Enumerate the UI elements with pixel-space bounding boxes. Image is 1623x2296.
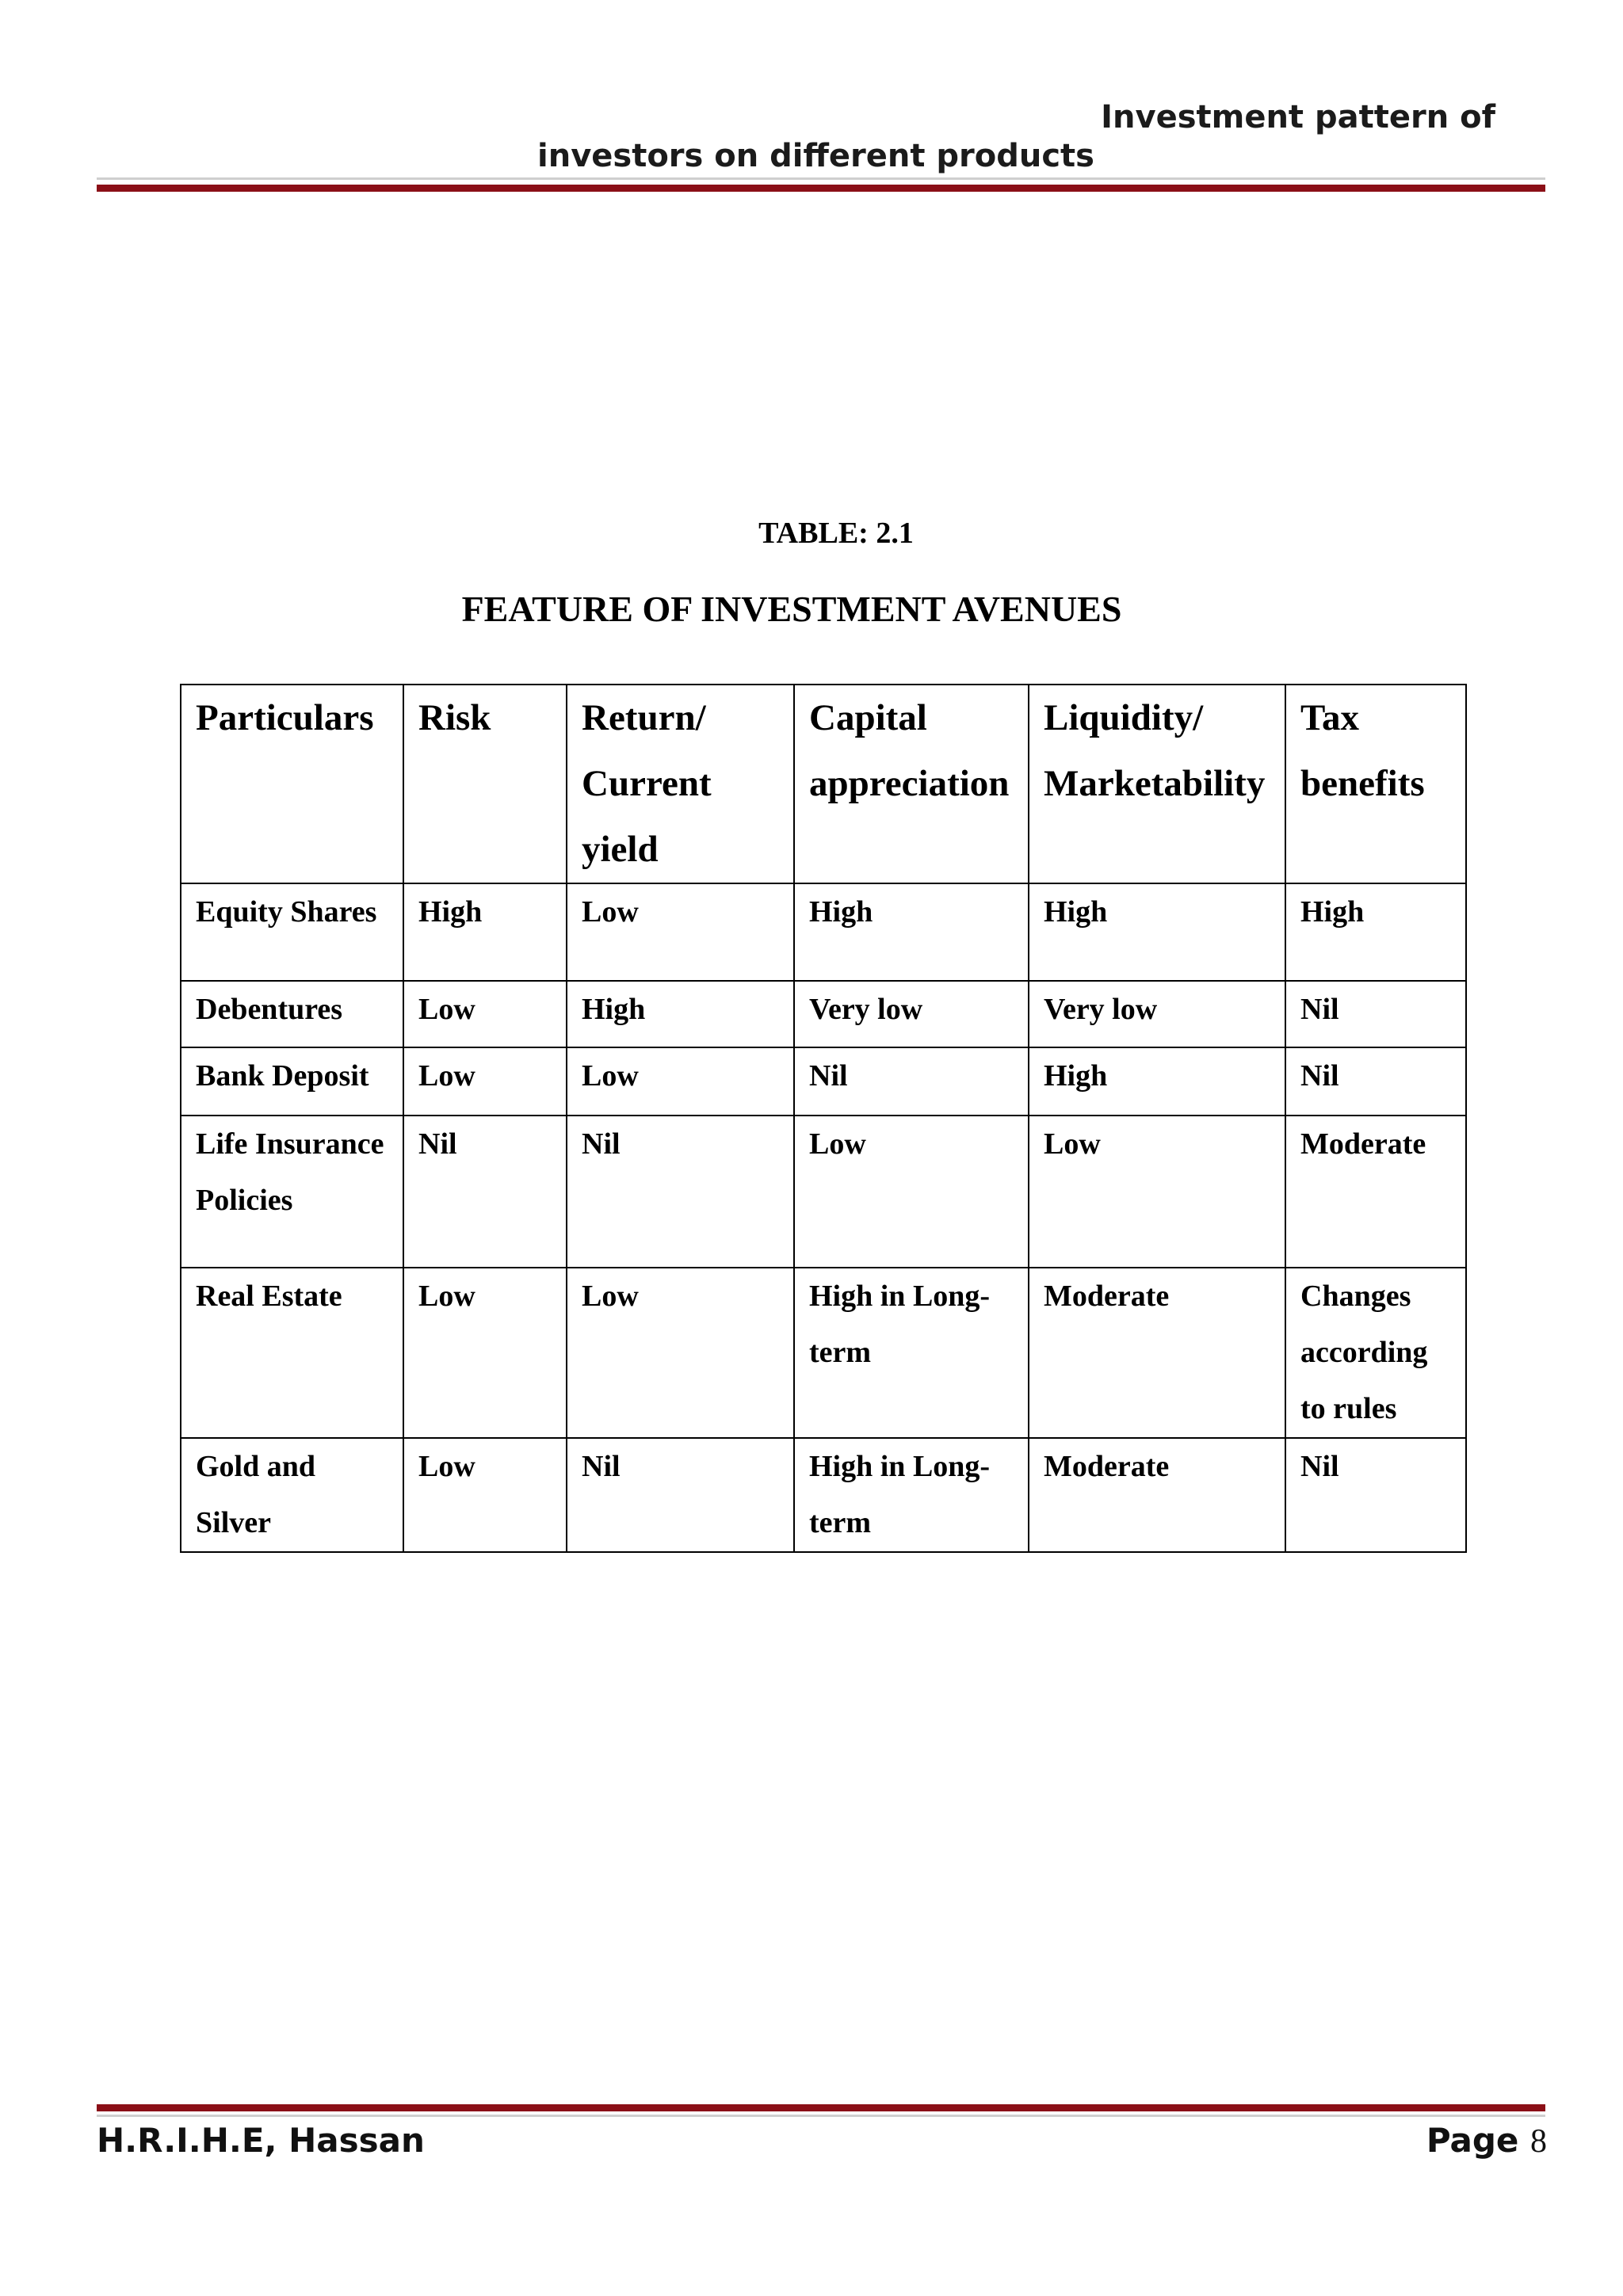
- column-header: Risk: [403, 685, 567, 883]
- table-cell: Nil: [567, 1116, 794, 1268]
- header-title-line-2: investors on different products: [537, 138, 1094, 174]
- table-cell: Life Insurance Policies: [181, 1116, 403, 1268]
- page-number: 8: [1530, 2123, 1547, 2160]
- table-cell: Low: [567, 1268, 794, 1438]
- table-number: TABLE: 2.1: [758, 517, 914, 550]
- column-header: Return/ Current yield: [567, 685, 794, 883]
- table-cell: High: [1029, 883, 1285, 981]
- table-row: [181, 1268, 1466, 1438]
- table-cell: Low: [403, 981, 567, 1047]
- table-row: [181, 1438, 1466, 1552]
- table-cell: Moderate: [1285, 1116, 1466, 1268]
- table-cell: Nil: [1285, 1438, 1466, 1552]
- table-cell: Bank Deposit: [181, 1047, 403, 1116]
- table-row: [181, 981, 1466, 1047]
- table-row: [181, 1047, 1466, 1116]
- footer-rule-light: [97, 2115, 1545, 2117]
- table-cell: High: [1285, 883, 1466, 981]
- table-cell: High: [794, 883, 1029, 981]
- table-cell: Low: [403, 1047, 567, 1116]
- table-cell: High: [403, 883, 567, 981]
- table-cell: Nil: [1285, 981, 1466, 1047]
- column-header: Particulars: [181, 685, 403, 883]
- table-cell: Moderate: [1029, 1268, 1285, 1438]
- table-cell: Debentures: [181, 981, 403, 1047]
- table-cell: Nil: [794, 1047, 1029, 1116]
- table-cell: Real Estate: [181, 1268, 403, 1438]
- table-cell: High: [567, 981, 794, 1047]
- table-cell: Low: [403, 1268, 567, 1438]
- table-cell: High: [1029, 1047, 1285, 1116]
- footer-institution: H.R.I.H.E, Hassan: [97, 2121, 425, 2160]
- header-title-line-1: Investment pattern of: [1101, 99, 1495, 135]
- table-cell: Very low: [1029, 981, 1285, 1047]
- table-cell: High in Long-term: [794, 1438, 1029, 1552]
- table-cell: Nil: [1285, 1047, 1466, 1116]
- investment-avenues-table: [180, 684, 1467, 1553]
- table-row: [181, 1116, 1466, 1268]
- table-cell: Low: [1029, 1116, 1285, 1268]
- table-cell: Low: [403, 1438, 567, 1552]
- table-cell: High in Long-term: [794, 1268, 1029, 1438]
- table-cell: Changes according to rules: [1285, 1268, 1466, 1438]
- header-rule: [97, 185, 1545, 192]
- table-cell: Low: [567, 883, 794, 981]
- table-cell: Low: [567, 1047, 794, 1116]
- table-cell: Gold and Silver: [181, 1438, 403, 1552]
- table-cell: Very low: [794, 981, 1029, 1047]
- table-cell: Nil: [567, 1438, 794, 1552]
- footer-rule: [97, 2104, 1545, 2111]
- table-header-row: [181, 685, 1466, 883]
- table-cell: Nil: [403, 1116, 567, 1268]
- table-cell: Equity Shares: [181, 883, 403, 981]
- table-cell: Moderate: [1029, 1438, 1285, 1552]
- column-header: Liquidity/ Marketability: [1029, 685, 1285, 883]
- column-header: Capital appreciation: [794, 685, 1029, 883]
- footer-page: [1426, 2121, 1547, 2161]
- column-header: Tax benefits: [1285, 685, 1466, 883]
- page-label: Page: [1426, 2121, 1519, 2160]
- table-cell: Low: [794, 1116, 1029, 1268]
- header-rule-light: [97, 177, 1545, 180]
- table-title: FEATURE OF INVESTMENT AVENUES: [461, 589, 1122, 629]
- table-row: [181, 883, 1466, 981]
